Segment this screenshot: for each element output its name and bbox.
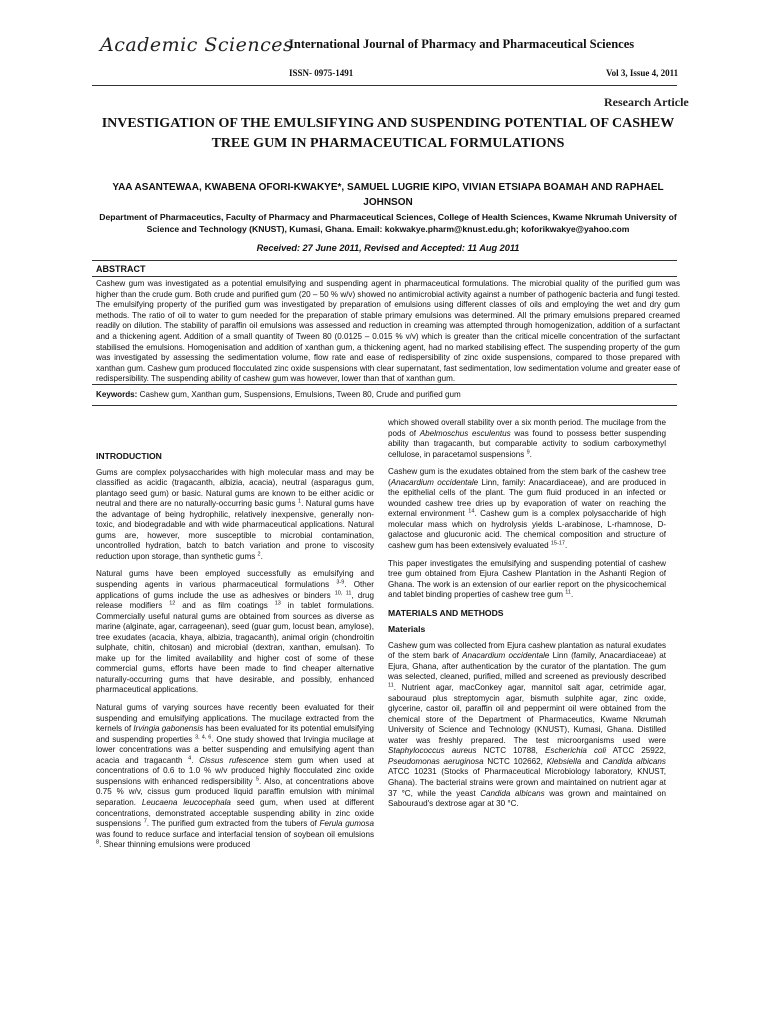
introduction-heading: INTRODUCTION bbox=[96, 451, 162, 461]
materials-subheading: Materials bbox=[388, 624, 426, 635]
received-dates: Received: 27 June 2011, Revised and Accepted: 11 Aug 2011 bbox=[256, 243, 520, 253]
abstract-top-rule bbox=[92, 260, 677, 261]
header-rule bbox=[92, 85, 677, 86]
abstract-bottom-rule bbox=[92, 384, 677, 385]
article-type: Research Article bbox=[604, 95, 689, 109]
journal-header bbox=[100, 32, 710, 58]
paragraph: Cashew gum is the exudates obtained from the stem bark of the cashew tree (Anacardium occidentale Linn, family: Anacardiaceae), and are produced in the epithelial cells of the plant. The gum fluid produced in an infected or wounded cashew tree dries up by evaporation of water on reaching the external environment $^{14}$. Cashew gum is a complex polysaccharide of high molecular mass which on hydrolysis yields L-arabinose, L-rhamnose, D-galactose and glucuronic acid. The chemical composition and structure of cashew gum has been extensively evaluated $^{15-17}$. bbox=[388, 467, 667, 551]
keywords-text: Cashew gum, Xanthan gum, Suspensions, Emulsions, Tween 80, Crude and purified gum bbox=[137, 390, 461, 399]
keywords bbox=[96, 390, 680, 399]
right-column bbox=[388, 418, 666, 817]
paragraph: Natural gums of varying sources have recently been evaluated for their suspending and emulsifying applications. The mucilage extracted from the kernels of Irvingia gabonensis has been evaluated for its potential emulsifying and suspending properties $^{3, 4, 6}$. One study showed that Irvingia mucilage at lower concentrations was a better suspending and emulsifying agent than acacia and tragacanth $^4$. Cissus rufescence stem gum when used at concentrations of 0.6 to 1.0 % w/v produced highly flocculated zinc oxide suspensions with enhanced redispersibility $^5$. Also, at concentrations above 0.75 % w/v, cissus gum produced liquid paraffin emulsion with minimal separation. Leucaena leucocephala seed gum, when used at different concentrations, demonstrated acceptable suspending ability in zinc oxide suspensions $^7$. The purified gum extracted from the tubers of Ferula gumosa was found to reduce surface and interfacial tension of soybean oil emulsions $^8$. Shear thinning emulsions were produced bbox=[96, 703, 375, 850]
publisher-logo: Academic Sciences bbox=[100, 34, 294, 56]
abstract-text: Cashew gum was investigated as a potential emulsifying and suspending agent in pharmaceutical formulations. The microbial quality of the purified gum was higher than the crude gum. Both crude and purified gum (20 – 50 % w/v) showed no antimicrobial activity against a number of pathogenic bacteria and fungi tested. The emulsifying property of the purified gum was investigated by preparation of emulsions using different classes of oils and employing the wet and dry gum methods. The ratio of oil to water to gum needed for the preparation of stable primary emulsions was determined. All the primary emulsions prepared creamed readily on dilution. The stability of paraffin oil emulsions was assessed and reduction in creaming was attempted through homogenization, addition of a surfactant and a thickening agent. Addition of a small quantity of Tween 80 (0.0125 – 0.015 % v/v) which is greater than the critical micelle concentration of the surfactant stabilised the emulsions. Homogenisation and addition of xanthan gum, a thickening agent, had no marked stabilising effect. The suspending property of the gum was investigated by assessing the sedimentation volume, flow rate and ease of redispersibility of zinc oxide suspensions, compared to those prepared with xanthan gum. Cashew gum produced flocculated zinc oxide suspensions with clear supernatant, fast sedimentation, low sedimentation volume and greater ease of redispersibility. The suspending ability of cashew gum was however, lower than that of xanthan gum. bbox=[96, 279, 680, 384]
paragraph: which showed overall stability over a six month period. The mucilage from the pods of Abelmoschus esculentus was found to possess better suspending ability than tragacanth, but comparable activity to sodium carboxymethyl cellulose, in paracetamol suspensions $^9$. bbox=[388, 418, 666, 459]
keywords-label: Keywords: bbox=[96, 390, 138, 399]
paragraph: Cashew gum was collected from Ejura cashew plantation as natural exudates of the stem bark of Anacardium occidentale Linn (family, Anacardiaceae) at Ejura, Ghana, after authentication by the curator of the plantation. The gum was selected, cleaned, purified, milled and screened as previously described $^{11}$. Nutrient agar, macConkey agar, mannitol salt agar, cetrimide agar, sabouraud plus streptomycin agar, bismuth sulphite agar, zinc oxide, glycerine, castor oil, paraffin oil and peppermint oil were obtained from the chemical store of the Department of Pharmaceutics, Kwame Nkrumah University of Science and Technology (KNUST), Kumasi, Ghana. Distilled water was freshly prepared. The test microorganisms used were Staphylococcus aureus NCTC 10788, Escherichia coli ATCC 25922, Pseudomonas aeruginosa NCTC 102662, Klebsiella and Candida albicans ATCC 10231 (Stocks of Pharmaceutical Microbiology laboratory, KNUST, Ghana). The bacterial strains were grown and maintained on nutrient agar at 37 °C, while the yeast Candida albicans was grown and maintained on Sabouraud's dextrose agar at 30 °C. bbox=[388, 640, 667, 809]
materials-methods-heading: MATERIALS AND METHODS bbox=[388, 607, 504, 618]
keywords-rule bbox=[92, 405, 677, 406]
volume-issue: Vol 3, Issue 4, 2011 bbox=[606, 68, 679, 78]
paragraph: This paper investigates the emulsifying and suspending potential of cashew tree gum obtained from Ejura Cashew Plantation in the Ashanti Region of Ghana. The work is an extension of our earlier report on the physicochemical and tablet binding properties of cashew tree gum $^{11}$. bbox=[388, 558, 666, 600]
abstract-heading: ABSTRACT bbox=[96, 264, 146, 274]
paragraph: Natural gums have been employed successfully as emulsifying and suspending agents in various pharmaceutical formulations $^{3-9}$. Other applications of gums include the use as adhesives or binders $^{10, 11}$, drug release modifiers $^{12}$ and as film coatings $^{13}$ in tablet formulations. Commercially useful natural gums are obtained from sources as diverse as marine (alginate, agar, carrageenan), seed (guar gum, locust bean, amylose), tree exudates (acacia, khaya, albizia, tragacanth), animal origin (chondroitin sulphate, chitin, chitosan) and microbial (dextran, xanthan, emulsan). To make up for the limited availability and higher cost of some of these commercial gums, efforts have been made to find cheaper alternative naturally-occurring gums that have desirable, and possibly, enhanced pharmaceutical applications. bbox=[96, 569, 374, 695]
paper-title: INVESTIGATION OF THE EMULSIFYING AND SUSPENDING POTENTIAL OF CASHEW TREE GUM IN PHARMACEUTICAL FORMULATIONS bbox=[101, 116, 675, 151]
journal-name: International Journal of Pharmacy and Pharmaceutical Sciences bbox=[289, 37, 635, 51]
affiliation: Department of Pharmaceutics, Faculty of Pharmacy and Pharmaceutical Sciences, College of Health Sciences, Kwame Nkrumah University of Science and Technology (KNUST), Kumasi, Ghana. Email: kokwakye.pharm@knust.edu.gh; koforikwakye@yahoo.com bbox=[99, 212, 677, 234]
paragraph: Gums are complex polysaccharides with high molecular mass and may be classified as acidic (tragacanth, albizia, acacia), neutral (asparagus gum, plantago seed gum) or basic. Natural gums are known to be either acidic or neutral and there are no naturally-occurring basic gums $^1$. Natural gums have the advantage of being hydrophilic, relatively inexpensive, generally non-toxic, and biodegradable and with wide pharmaceutical applications. Natural gums are, however, more susceptible to microbial contamination, uncontrolled hydration, batch to batch variation and prone to viscosity reduction upon storage, than synthetic gums $^2$. bbox=[96, 467, 374, 561]
left-column bbox=[96, 451, 374, 858]
abstract-heading-rule bbox=[92, 276, 677, 277]
author-list: YAA ASANTEWAA, KWABENA OFORI-KWAKYE*, SAMUEL LUGRIE KIPO, VIVIAN ETSIAPA BOAMAH AND RAPHAEL JOHNSON bbox=[112, 182, 664, 208]
issn: ISSN- 0975-1491 bbox=[289, 68, 354, 78]
